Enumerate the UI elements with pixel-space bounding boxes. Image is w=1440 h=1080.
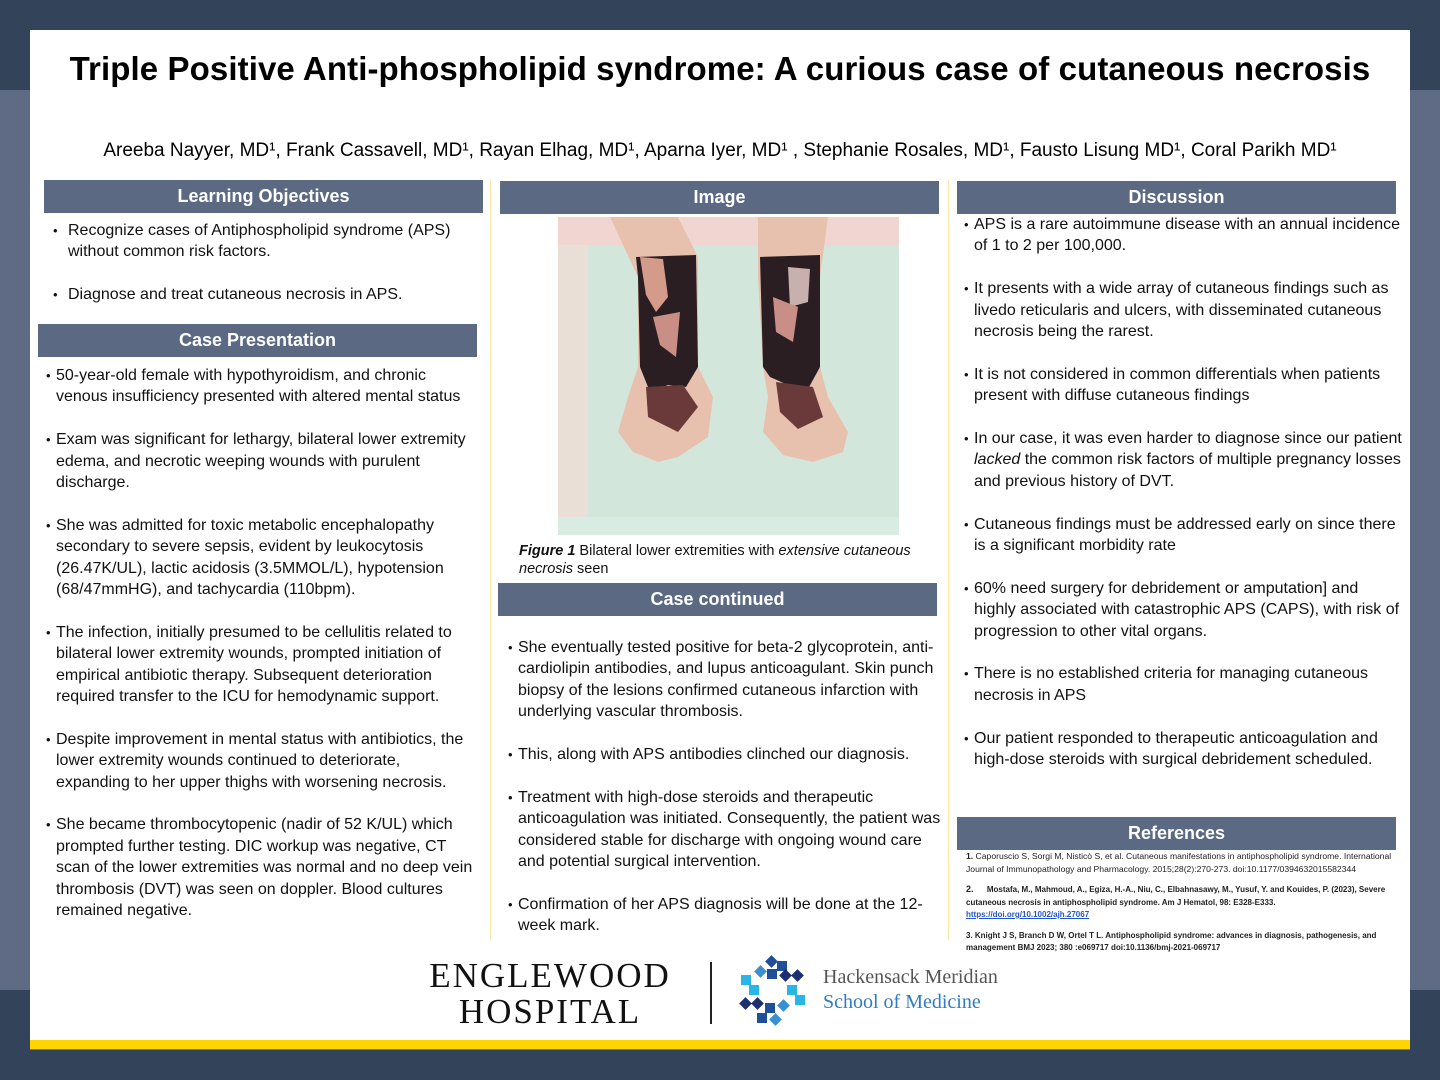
reference-item [966, 930, 1398, 955]
italic-segment: lacked [974, 451, 1021, 469]
list-item: • She became thrombocytopenic (nadir of 52 K/UL) which prompted further testing. DIC workup was negative, CT scan of the lower extremities was normal and no deep vein thrombosis (DVT) was seen on doppler. Blood cultures remained negative. [46, 814, 474, 921]
reference-text: Knight J S, Branch D W, Ortel T L. Antiphospholipid syndrome: advances in diagnosis, pathogenesis, and management BMJ 2023; 380 :e069717 doi:10.1136/bmj-2021-069717 [966, 930, 1377, 952]
footer-logos [415, 952, 1035, 1032]
logo-divider [710, 962, 712, 1024]
references-list [966, 850, 1398, 963]
list-item: • There is no established criteria for managing cutaneous necrosis in APS [964, 663, 1404, 706]
list-item [964, 428, 1404, 492]
discussion-header: Discussion [957, 181, 1396, 214]
caption-label: Figure 1 [519, 543, 576, 559]
references-header: References [957, 817, 1396, 850]
poster [30, 30, 1410, 1050]
column-divider-1 [490, 180, 491, 940]
figure-caption [519, 542, 939, 578]
list-item: • She was admitted for toxic metabolic encephalopathy secondary to severe sepsis, evident by leukocytosis (26.47K/UL), lactic acidosis (3.5MMOL/L), hypotension (68/47mmHG), and tachycardia (110bpm). [46, 515, 474, 601]
case-presentation-list [46, 365, 474, 943]
hackensack-meridian-mark-icon [737, 955, 809, 1027]
list-item: • Confirmation of her APS diagnosis will be done at the 12-week mark. [508, 894, 944, 937]
logo-text: ENGLEWOOD [429, 956, 671, 995]
list-item: • It presents with a wide array of cutaneous findings such as livedo reticularis and ulcers, with disseminated cutaneous necrosis being the rarest. [964, 278, 1404, 342]
discussion-list [964, 214, 1404, 792]
list-item: • She eventually tested positive for beta-2 glycoprotein, anti-cardiolipin antibodies, and lupus anticoagulant. Skin punch biopsy of the lesions confirmed cutaneous infarction with underlying vascular thrombosis. [508, 637, 944, 723]
legs-photo-illustration [558, 217, 899, 535]
logo-text: HOSPITAL [458, 992, 642, 1031]
reference-item [966, 850, 1398, 875]
case-presentation-header: Case Presentation [38, 324, 477, 357]
learning-objectives-header: Learning Objectives [44, 180, 483, 213]
list-item: • APS is a rare autoimmune disease with an annual incidence of 1 to 2 per 100,000. [964, 214, 1404, 257]
logo-text: Hackensack Meridian [823, 966, 998, 988]
author-list: Areeba Nayyer, MD¹, Frank Cassavell, MD¹, Rayan Elhag, MD¹, Aparna Iyer, MD¹ , Stephanie Rosales, MD¹, Fausto Lisung MD¹, Coral Parikh MD¹ [103, 140, 1337, 161]
caption-text: Bilateral lower extremities with [575, 543, 779, 559]
reference-number: 1. [966, 851, 974, 861]
caption-text-end: seen [573, 561, 609, 577]
poster-title: Triple Positive Anti-phospholipid syndrome: A curious case of cutaneous necrosis [69, 50, 1371, 87]
list-item: • This, along with APS antibodies clinched our diagnosis. [508, 744, 944, 765]
list-item: • Cutaneous findings must be addressed early on since there is a significant morbidity rate [964, 514, 1404, 557]
list-item: • Exam was significant for lethargy, bilateral lower extremity edema, and necrotic weeping wounds with purulent discharge. [46, 429, 474, 493]
text-segment: the common risk factors of multiple pregnancy losses and previous history of DVT. [974, 451, 1401, 490]
case-continued-header: Case continued [498, 583, 937, 616]
list-item: • Despite improvement in mental status with antibiotics, the lower extremity wounds continued to deteriorate, expanding to her upper thighs with worsening necrosis. [46, 729, 474, 793]
reference-doi-link[interactable]: https://doi.org/10.1002/ajh.27067 [966, 910, 1090, 919]
reference-text: Caporuscio S, Sorgi M, Nisticò S, et al. Cutaneous manifestations in antiphospholipid syndrome. International Journal of Immunopathology and Pharmacology. 2015;28(2):270-273. doi:10.1177/0394632015582344 [966, 851, 1392, 874]
reference-text: Mostafa, M., Mahmoud, A., Egiza, H.-A., Niu, C., Elbahnasawy, M., Yusuf, Y. and Kouides, P. (2023), Severe cutaneous necrosis in antiphospholipid syndrome. Am J Hematol, 98: E328-E333. [966, 885, 1388, 907]
list-item: • 50-year-old female with hypothyroidism, and chronic venous insufficiency presented with altered mental status [46, 365, 474, 408]
learning-objectives-list [38, 220, 478, 327]
reference-number: 3. [966, 930, 973, 940]
list-item: • Recognize cases of Antiphospholipid syndrome (APS) without common risk factors. [38, 220, 478, 263]
list-item: • Diagnose and treat cutaneous necrosis in APS. [38, 284, 478, 305]
list-item: • Treatment with high-dose steroids and therapeutic anticoagulation was initiated. Consequently, the patient was considered stable for discharge with ongoing wound care and potential surgical intervention. [508, 787, 944, 873]
gold-accent-bar [30, 1040, 1410, 1050]
list-item: • It is not considered in common differentials when patients present with diffuse cutaneous findings [964, 364, 1404, 407]
caption-italic: extensive cutaneous necrosis [519, 543, 911, 577]
text-segment: In our case, it was even harder to diagnose since our patient [974, 430, 1402, 448]
case-continued-list [508, 637, 944, 958]
englewood-hospital-logo [415, 958, 685, 1030]
image-header: Image [500, 181, 939, 214]
reference-number: 2. [966, 884, 974, 894]
list-item: • 60% need surgery for debridement or amputation] and highly associated with catastrophic APS (CAPS), with risk of progression to other vital organs. [964, 578, 1404, 642]
list-item: • Our patient responded to therapeutic anticoagulation and high-dose steroids with surgical debridement scheduled. [964, 728, 1404, 771]
clinical-photo [558, 217, 899, 535]
column-divider-2 [948, 180, 949, 940]
reference-item [966, 883, 1398, 922]
list-item: • The infection, initially presumed to be cellulitis related to bilateral lower extremity wounds, prompted initiation of empirical antibiotic therapy. Subsequent deterioration required transfer to the ICU for hemodynamic support. [46, 622, 474, 708]
hackensack-meridian-logo-text [823, 965, 998, 1015]
logo-text: School of Medicine [823, 991, 981, 1013]
